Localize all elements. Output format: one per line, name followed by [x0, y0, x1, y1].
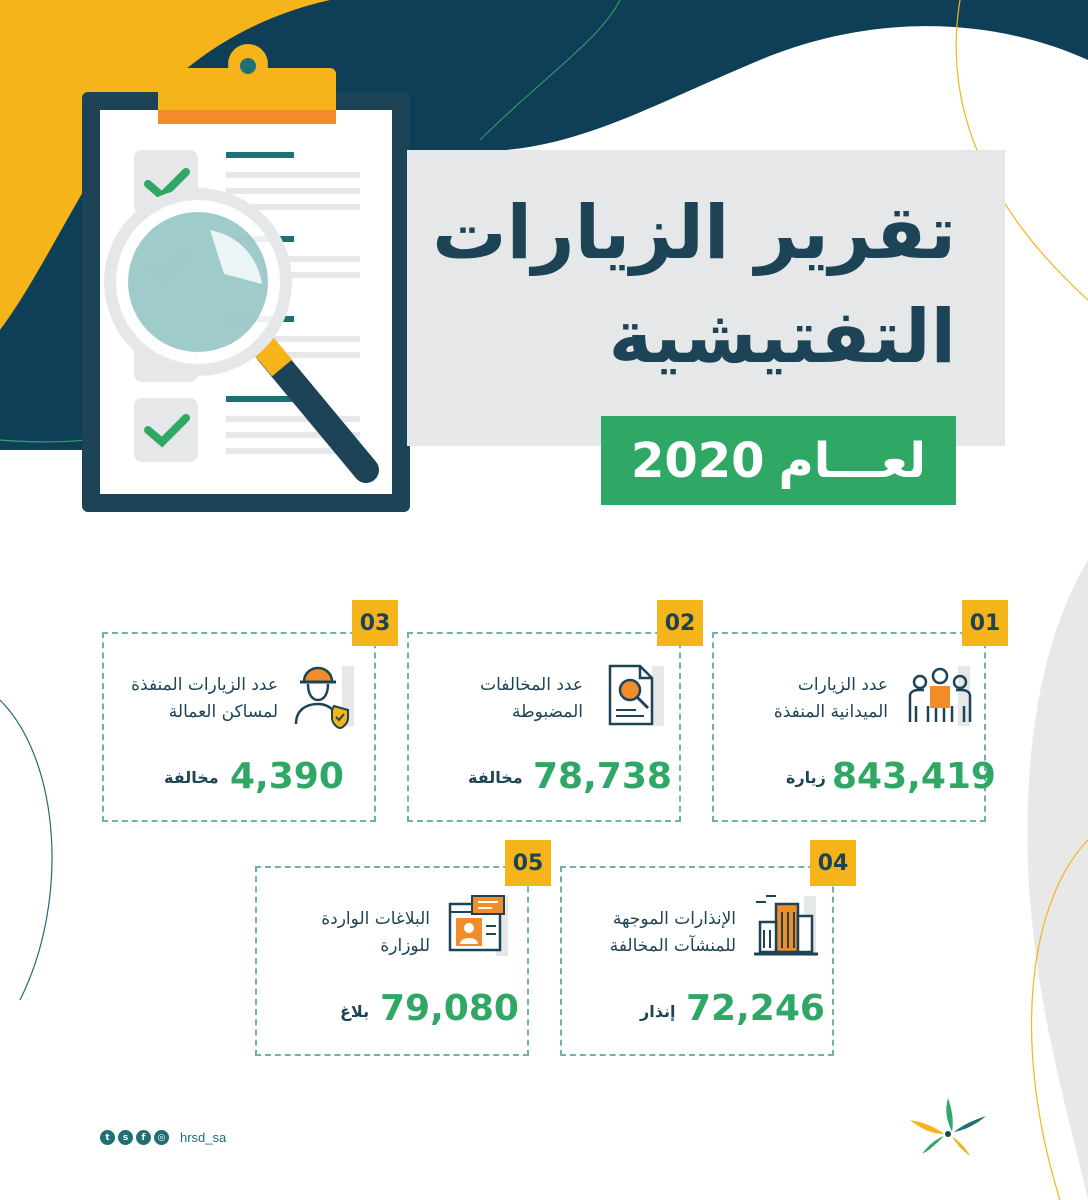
- twitter-icon[interactable]: t: [100, 1130, 115, 1145]
- social-handle[interactable]: hrsd_sa: [180, 1130, 227, 1145]
- card-05-unit: بلاغ: [340, 1002, 370, 1021]
- snapchat-icon[interactable]: s: [118, 1130, 133, 1145]
- card-04-unit: إنذار: [640, 1002, 676, 1021]
- title-line-1: تقرير الزيارات: [432, 190, 956, 276]
- card-05-value: 79,080: [380, 988, 519, 1029]
- card-01-label: عدد الزيارات الميدانية المنفذة: [773, 675, 888, 722]
- card-badge-01: 01: [962, 600, 1008, 646]
- card-03-unit: مخالفة: [164, 768, 219, 787]
- buildings-icon: [752, 892, 820, 960]
- card-05-label: البلاغات الواردة للوزارة: [321, 909, 430, 956]
- report-chat-icon: [444, 892, 512, 960]
- card-badge-05: 05: [505, 840, 551, 886]
- instagram-icon[interactable]: ◎: [154, 1130, 169, 1145]
- facebook-icon[interactable]: f: [136, 1130, 151, 1145]
- worker-shield-icon: [290, 662, 358, 730]
- card-01-unit: زيارة: [786, 768, 826, 787]
- year-word: لعـــام: [778, 432, 927, 489]
- document-search-icon: [600, 662, 668, 730]
- card-badge-04: 04: [810, 840, 856, 886]
- card-04-label: الإنذارات الموجهة للمنشآت المخالفة: [609, 909, 736, 956]
- card-03-label: عدد الزيارات المنفذة لمساكن العمالة: [131, 675, 278, 722]
- card-02-unit: مخالفة: [468, 768, 523, 787]
- social-links: [100, 1130, 226, 1145]
- card-01-value: 843,419: [832, 756, 996, 797]
- people-group-icon: [906, 662, 974, 730]
- year-banner: [601, 416, 956, 505]
- card-badge-03: 03: [352, 600, 398, 646]
- ministry-logo-icon: [908, 1096, 988, 1160]
- card-03-value: 4,390: [230, 756, 344, 797]
- title-line-2: التفتيشية: [608, 294, 956, 380]
- card-badge-02: 02: [657, 600, 703, 646]
- year-value: 2020: [630, 432, 765, 489]
- card-04-value: 72,246: [686, 988, 825, 1029]
- card-02-value: 78,738: [533, 756, 672, 797]
- card-02-label: عدد المخالفات المضبوطة: [480, 675, 583, 722]
